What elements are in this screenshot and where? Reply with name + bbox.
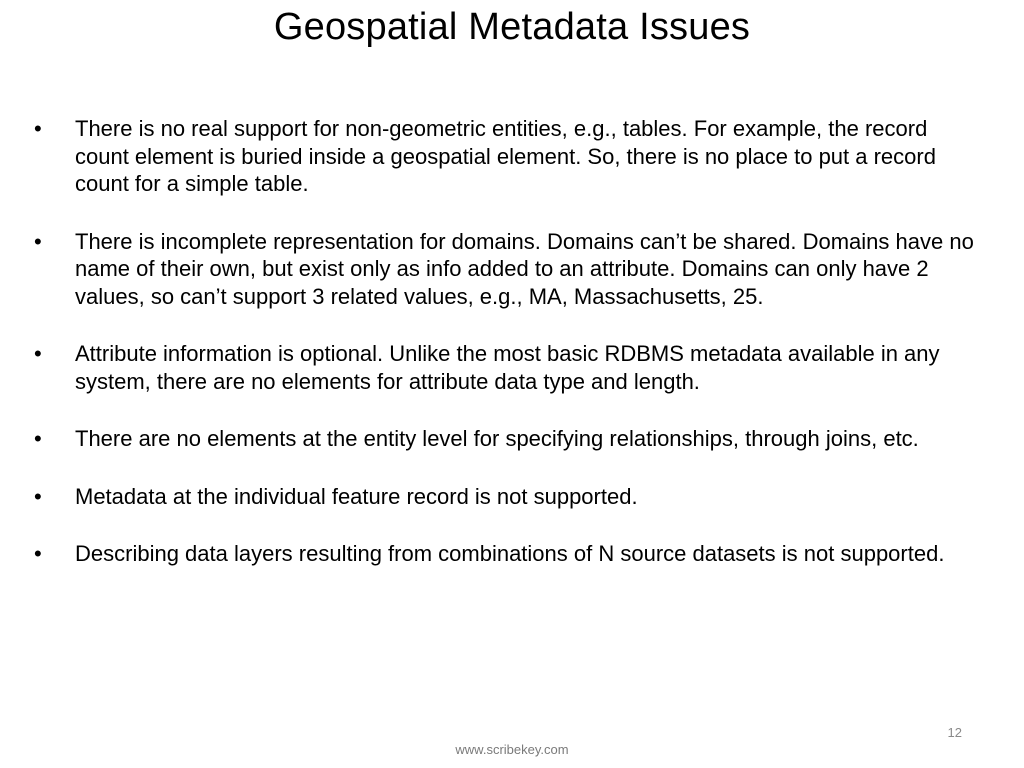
bullet-icon: •: [34, 483, 42, 509]
page-number: 12: [947, 725, 962, 740]
bullet-text: Metadata at the individual feature record is not supported.: [75, 483, 638, 509]
bullet-item: [0, 228, 1024, 311]
bullet-item: [0, 540, 1024, 568]
bullet-icon: •: [34, 341, 42, 366]
bullet-text: Describing data layers resulting from combinations of N source datasets is not supported.: [75, 541, 945, 566]
bullet-icon: •: [34, 541, 42, 566]
footer-link[interactable]: www.scribekey.com: [455, 742, 569, 757]
bullet-text: There is no real support for non-geometric entities, e.g., tables. For example, the record count element is buried inside a geospatial element. So, there is no place to put a record count for a simple table.: [75, 116, 936, 196]
bullet-list: [0, 115, 1024, 598]
bullet-item: [0, 425, 1024, 453]
bullet-text: There are no elements at the entity level for specifying relationships, through joins, etc.: [75, 426, 919, 451]
slide-title: Geospatial Metadata Issues: [273, 6, 751, 48]
bullet-item: [0, 115, 1024, 198]
bullet-icon: •: [34, 426, 42, 451]
bullet-item: [0, 340, 1024, 395]
bullet-text: There is incomplete representation for domains. Domains can’t be shared. Domains have no name of their own, but exist only as info added to an attribute. Domains can only have 2 values, so can’t support 3 related values, e.g., MA, Massachusetts, 25.: [75, 228, 974, 309]
bullet-icon: •: [34, 116, 42, 141]
bullet-item: [0, 483, 1024, 511]
bullet-icon: •: [34, 228, 42, 254]
bullet-text: Attribute information is optional. Unlike the most basic RDBMS metadata available in any system, there are no elements for attribute data type and length.: [75, 341, 940, 394]
